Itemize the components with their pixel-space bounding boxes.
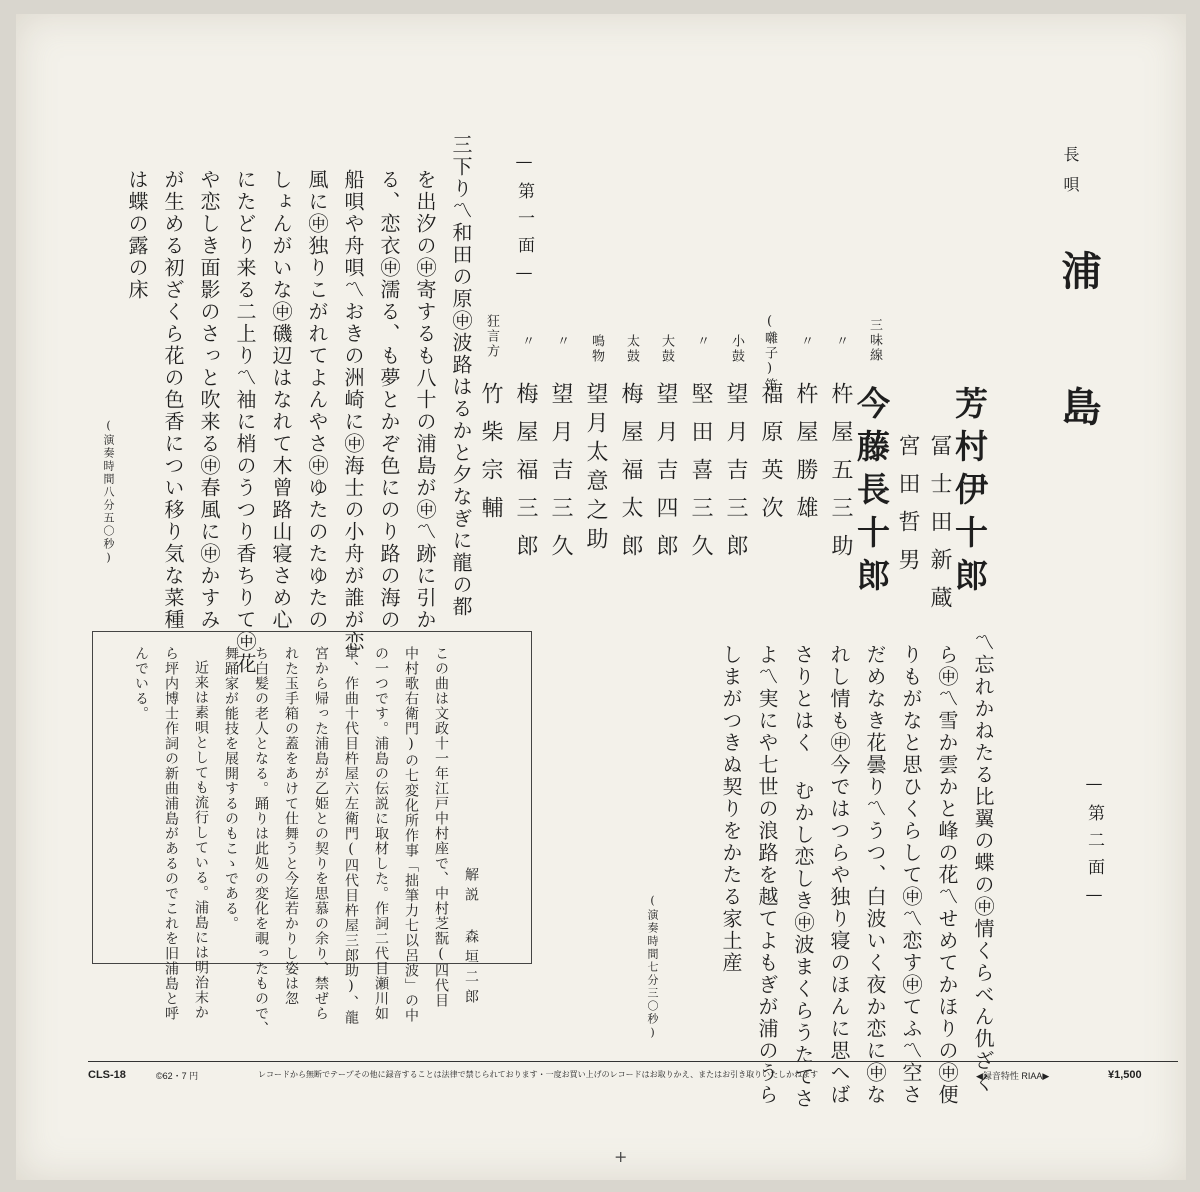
copyright-notice: レコードから無断でテープその他に録音することは法律で禁じられております・一度お買い上げのレコードはお取りかえ、またはお引き取りいたしかねます xyxy=(258,1070,819,1079)
price: ¥1,500 xyxy=(1108,1069,1142,1081)
lyric-line: 風に㊥独りこがれてよんやさ㊥ゆたのたゆたの xyxy=(305,169,329,631)
musician-role: (囃子)笛 xyxy=(762,314,777,393)
musician-role: 太鼓 xyxy=(624,334,639,364)
lyric-line: さりとはく むかし恋しき㊥波まくらうたてさ xyxy=(791,644,815,1110)
lyric-line: しまがつきぬ契りをかたる家土産 xyxy=(719,644,743,974)
musician-name: 望月吉四郎 xyxy=(653,382,678,572)
musician-name: 梅屋福太郎 xyxy=(618,382,643,572)
lyric-line: にたどり来る二上り〽袖に梢のうつり香ちりて㊥花 xyxy=(233,169,257,675)
musician-name: 竹柴宗輔 xyxy=(478,382,503,534)
commentary-line: 宮から帰った浦島が乙姫との契りを思慕の余り、禁ぜら xyxy=(313,646,329,1021)
musician-name: 杵屋五三助 xyxy=(828,382,853,572)
commentary-line: ら坪内博士作詞の新曲浦島があるのでこれを旧浦島と呼 xyxy=(163,646,179,1021)
lyric-line: る、恋衣㊥濡る、も夢とかぞ色にのり路の海の xyxy=(377,169,401,631)
musician-name: 望月太意之助 xyxy=(583,382,608,556)
commentary-line: の一つです。浦島の伝説に取材した。作詞二代目瀬川如 xyxy=(373,646,389,1021)
catalog-number: CLS-18 xyxy=(88,1069,126,1081)
commentary-line: 近来は素唄としても流行している。浦島には明治末か xyxy=(193,660,209,1020)
musician-role: 狂言方 xyxy=(484,314,499,359)
musician-name: 堅田喜三久 xyxy=(688,382,713,572)
album-title: 浦島 xyxy=(1055,250,1102,522)
lyric-line: 船唄や舟唄〽おきの洲崎に㊥海士の小舟が誰が恋 xyxy=(341,169,365,653)
musician-role: 鳴物 xyxy=(589,334,604,364)
shamisen-lead: 今藤長十郎 xyxy=(852,386,891,601)
commentary-line: 皐、作曲十代目杵屋六左衛門(四代目杵屋三郎助)、龍 xyxy=(343,646,359,1025)
singer-lead: 芳村伊十郎 xyxy=(950,386,989,601)
lyric-line: よ〽実にや七世の浪路を越てよもぎが浦のうら xyxy=(755,644,779,1106)
musician-name: 望月吉三郎 xyxy=(723,382,748,572)
lyric-line: 三下り〽和田の原㊥波路はるかと夕なぎに龍の都 xyxy=(449,134,473,618)
musician-role: 小鼓 xyxy=(729,334,744,364)
lyric-line: 〽忘れかねたる比翼の蝶の㊥情くらべん仇ざく xyxy=(971,632,995,1094)
singer-second: 冨士田新蔵 xyxy=(927,434,952,624)
musician-name: 梅屋福三郎 xyxy=(513,382,538,572)
registration-mark: + xyxy=(614,1147,628,1166)
commentary-box xyxy=(92,631,532,1036)
commentary-line: 舞踊家が能技を展開するのもこゝである。 xyxy=(223,646,239,931)
lyric-line: を出汐の㊥寄するも八十の浦島が㊥〽跡に引か xyxy=(413,169,437,631)
commentary-line: んでいる。 xyxy=(133,646,149,721)
musician-name: 望月吉三久 xyxy=(548,382,573,572)
commentary-line: 中村歌右衛門)の七変化所作事「拙筆力七以呂波」の中 xyxy=(403,646,419,1023)
musician-role: 〃 xyxy=(519,334,534,349)
side-one-header: —第一面— xyxy=(514,152,534,293)
musician-name: 福原英次 xyxy=(758,382,783,534)
footer-strip xyxy=(88,1061,1178,1088)
commentary-line: れた玉手箱の蓋をあけて仕舞うと今迄若かりし姿は忽 xyxy=(283,646,299,1006)
musician-role: 〃 xyxy=(798,334,813,349)
musician-name: 杵屋勝雄 xyxy=(793,382,818,534)
commentary-line: この曲は文政十一年江戸中村座で、中村芝翫(四代目 xyxy=(433,646,449,1008)
singer-third: 宮田哲男 xyxy=(895,434,920,586)
musician-role: 〃 xyxy=(554,334,569,349)
eq-characteristic: ◀録音特性 RIAA▶ xyxy=(976,1071,1050,1081)
lyric-line: れし情も㊥今ではつらや独り寝のほんに思へば xyxy=(827,644,851,1106)
record-sleeve xyxy=(16,14,1186,1180)
lyric-line: だめなき花曇り〽うつ、白波いく夜か恋に㊥な xyxy=(863,644,887,1106)
side-one-duration: (演奏時間八分五〇秒) xyxy=(102,419,115,566)
commentary-header: 解説 森垣二郎 xyxy=(463,867,479,1009)
musician-role: 大鼓 xyxy=(659,334,674,364)
lyric-line: りもがなと思ひくらして㊥〽恋す㊥てふ〽空さ xyxy=(899,644,923,1106)
lyric-line: が生める初ざくら花の色香につい移り気な菜種 xyxy=(161,169,185,631)
side-two-header: —第二面— xyxy=(1084,774,1104,915)
lyric-line: ら㊥〽雪か雲かと峰の花〽せめてかほりの㊥便 xyxy=(935,644,959,1106)
musician-role: 〃 xyxy=(833,334,848,349)
lyric-line: や恋しき面影のさっと吹来る㊥春風に㊥かすみ xyxy=(197,169,221,631)
musician-role: 〃 xyxy=(694,334,709,349)
side-two-duration: (演奏時間七分三〇秒) xyxy=(646,894,659,1041)
lyric-line: しょんがいな㊥磯辺はなれて木曾路山寝さめ心 xyxy=(269,169,293,631)
lyric-line: は蝶の露の床 xyxy=(125,169,149,301)
commentary-line: ち白髪の老人となる。踊りは此処の変化を覗ったもので、 xyxy=(253,646,269,1036)
genre-label: 長唄 xyxy=(1061,146,1080,206)
date-code: ©62・7 円 xyxy=(156,1071,199,1081)
shamisen-label: 三味線 xyxy=(867,318,882,363)
